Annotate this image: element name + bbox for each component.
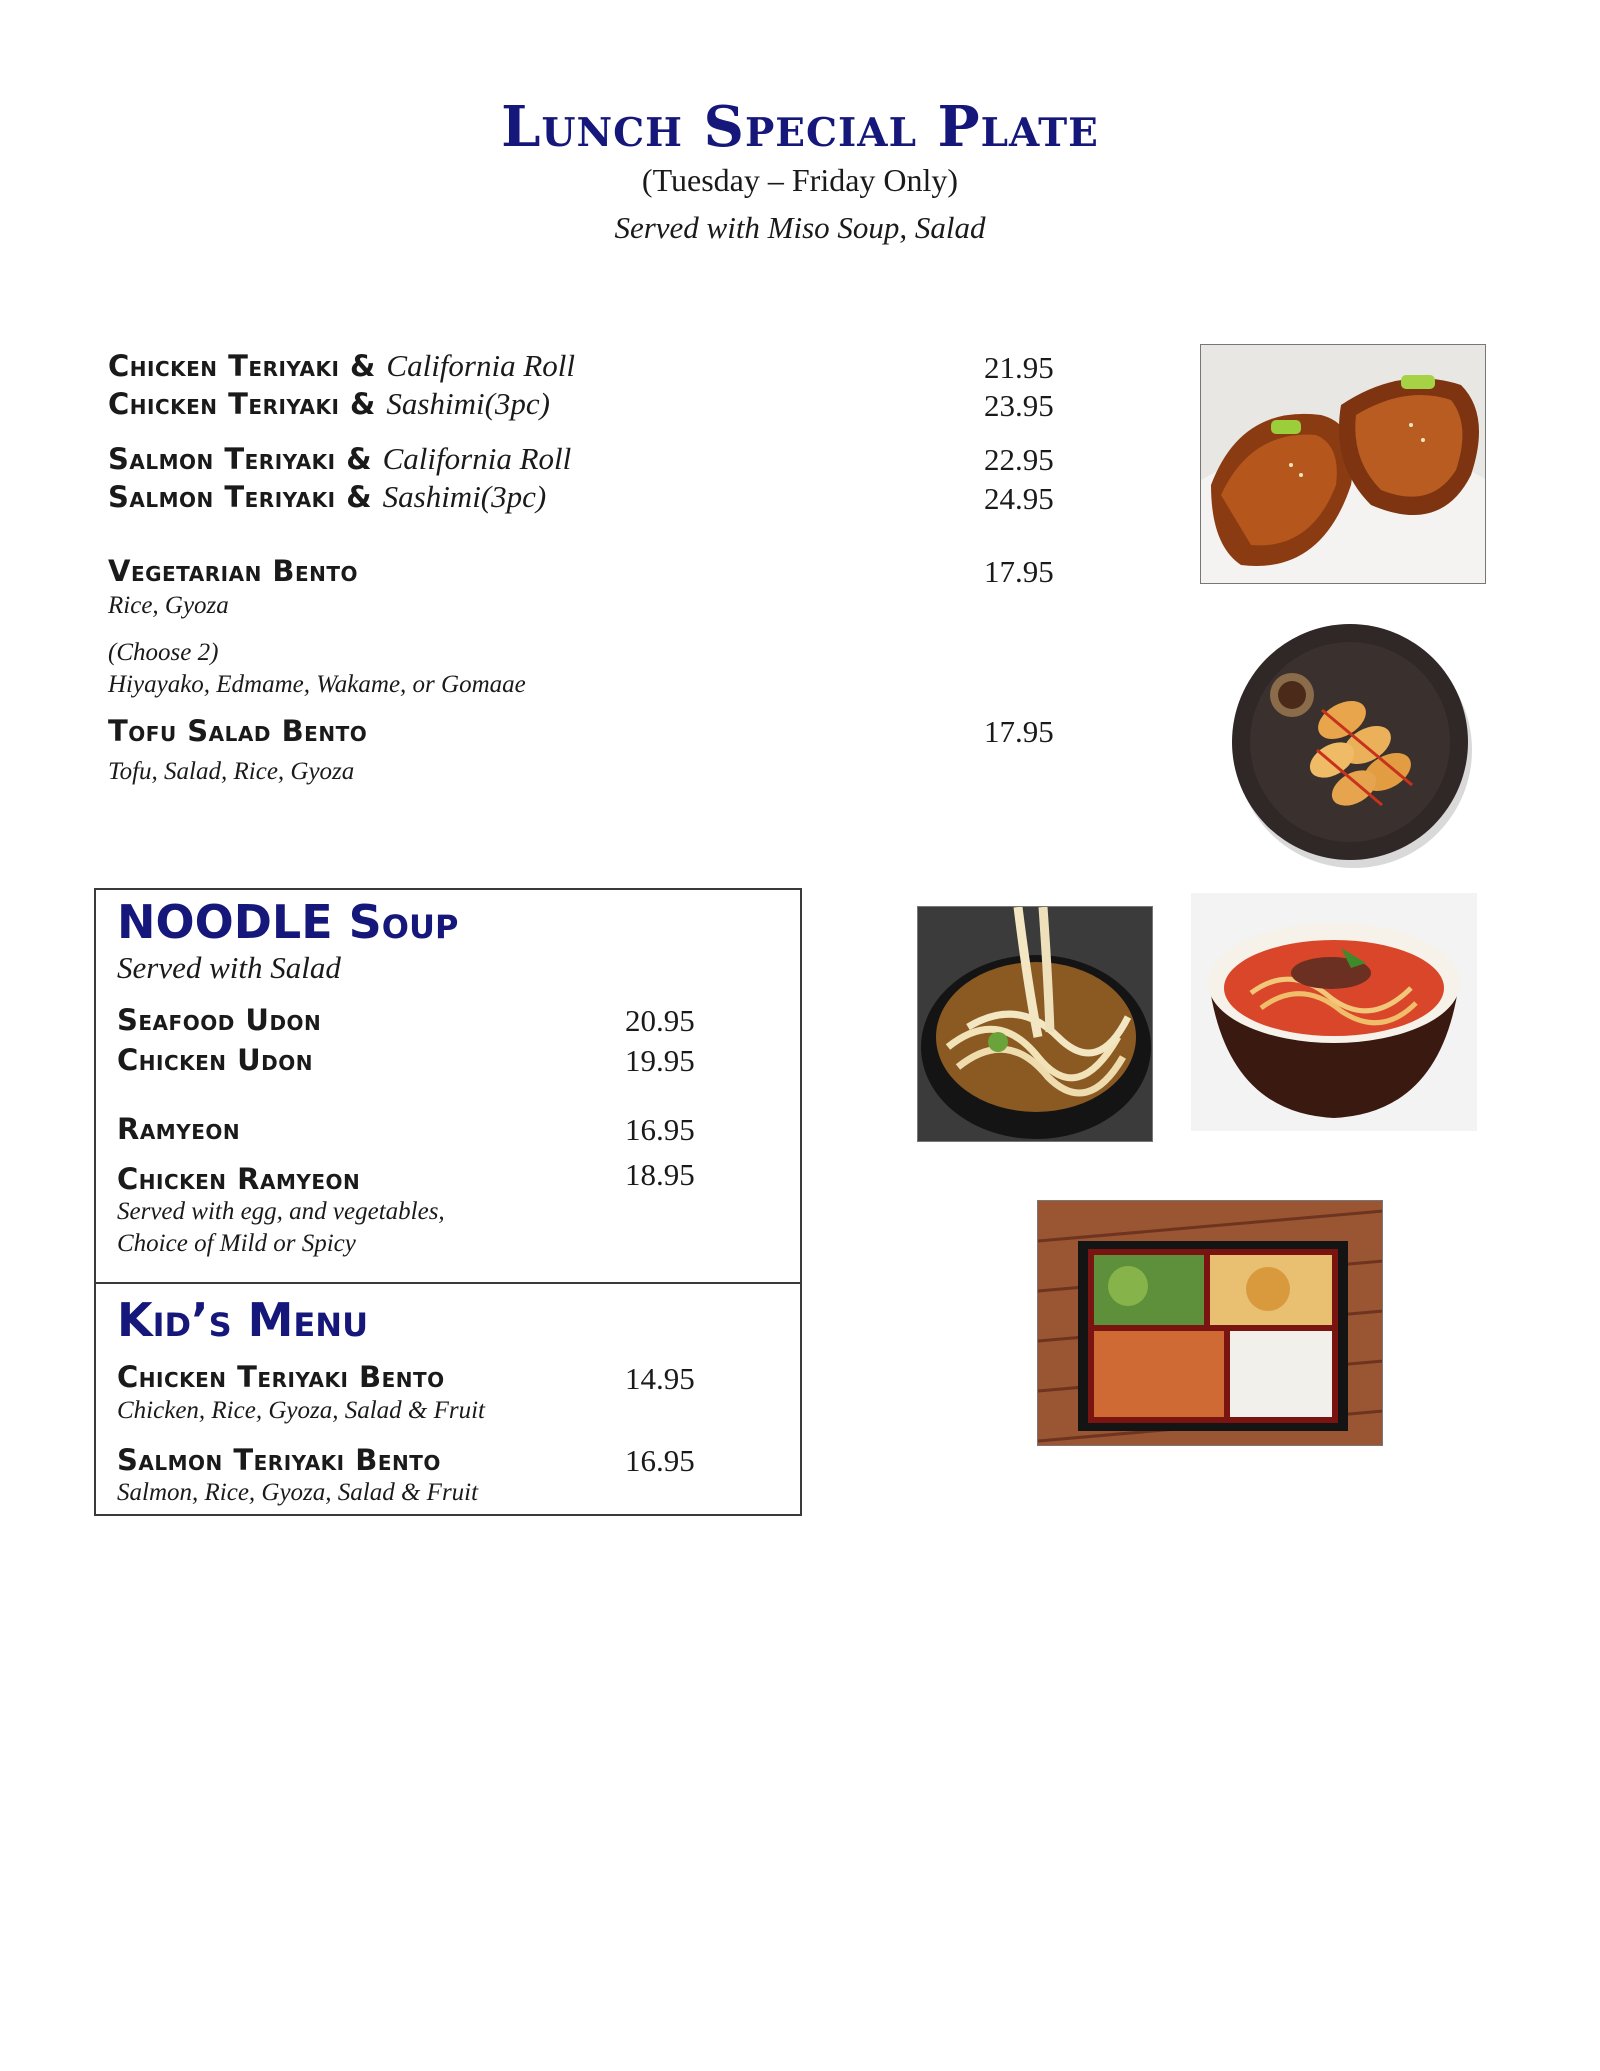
udon-photo: [917, 906, 1153, 1142]
noodle-item-name: Seafood Udon: [117, 1003, 322, 1037]
kids-item-name: Salmon Teriyaki Bento: [117, 1443, 441, 1477]
noodle-item-desc: Choice of Mild or Spicy: [117, 1230, 356, 1257]
noodle-item-name: Ramyeon: [117, 1112, 241, 1146]
choose-options: Hiyayako, Edmame, Wakame, or Gomaae: [108, 671, 526, 698]
salmon-teriyaki-photo: [1200, 344, 1486, 584]
lunch-item-price: 24.95: [984, 481, 1054, 516]
noodle-item-desc: Served with egg, and vegetables,: [117, 1198, 445, 1225]
lunch-item-name: Chicken Teriyaki & California Roll: [108, 348, 576, 383]
lunch-item-desc: Tofu, Salad, Rice, Gyoza: [108, 758, 355, 785]
lunch-item-price: 22.95: [984, 442, 1054, 477]
ramyeon-photo: [1191, 893, 1477, 1131]
choose-note: (Choose 2): [108, 639, 219, 666]
served-with-note: Served with Miso Soup, Salad: [614, 210, 986, 245]
lunch-item-name: Salmon Teriyaki & Sashimi(3pc): [108, 479, 547, 514]
lunch-item-price: 17.95: [984, 714, 1054, 749]
noodle-item-name: Chicken Ramyeon: [117, 1162, 361, 1196]
kids-item-desc: Salmon, Rice, Gyoza, Salad & Fruit: [117, 1479, 479, 1506]
kids-item-price: 14.95: [625, 1361, 695, 1396]
lunch-item-desc: Rice, Gyoza: [108, 592, 229, 619]
lunch-item-name: Salmon Teriyaki & California Roll: [108, 441, 572, 476]
kids-item-price: 16.95: [625, 1443, 695, 1478]
lunch-item-name: Vegetarian Bento: [108, 554, 359, 588]
days-note: (Tuesday – Friday Only): [641, 162, 959, 198]
page-title: Lunch Special Plate: [501, 94, 1099, 160]
bento-box-photo: [1037, 1200, 1383, 1446]
noodle-section-title: NOODLE Soup: [117, 895, 459, 949]
noodle-item-name: Chicken Udon: [117, 1043, 314, 1077]
noodle-item-price: 18.95: [625, 1157, 695, 1192]
gyoza-photo: [1222, 610, 1478, 870]
lunch-item-price: 21.95: [984, 350, 1054, 385]
noodle-item-price: 20.95: [625, 1003, 695, 1038]
noodle-item-price: 16.95: [625, 1112, 695, 1147]
lunch-item-price: 23.95: [984, 388, 1054, 423]
lunch-item-price: 17.95: [984, 554, 1054, 589]
kids-item-name: Chicken Teriyaki Bento: [117, 1360, 445, 1394]
noodle-item-price: 19.95: [625, 1043, 695, 1078]
kids-section-title: Kid’s Menu: [117, 1293, 369, 1347]
kids-item-desc: Chicken, Rice, Gyoza, Salad & Fruit: [117, 1397, 485, 1424]
noodle-served-with: Served with Salad: [117, 950, 341, 985]
lunch-item-name: Chicken Teriyaki & Sashimi(3pc): [108, 386, 550, 421]
lunch-item-name: Tofu Salad Bento: [108, 714, 368, 748]
